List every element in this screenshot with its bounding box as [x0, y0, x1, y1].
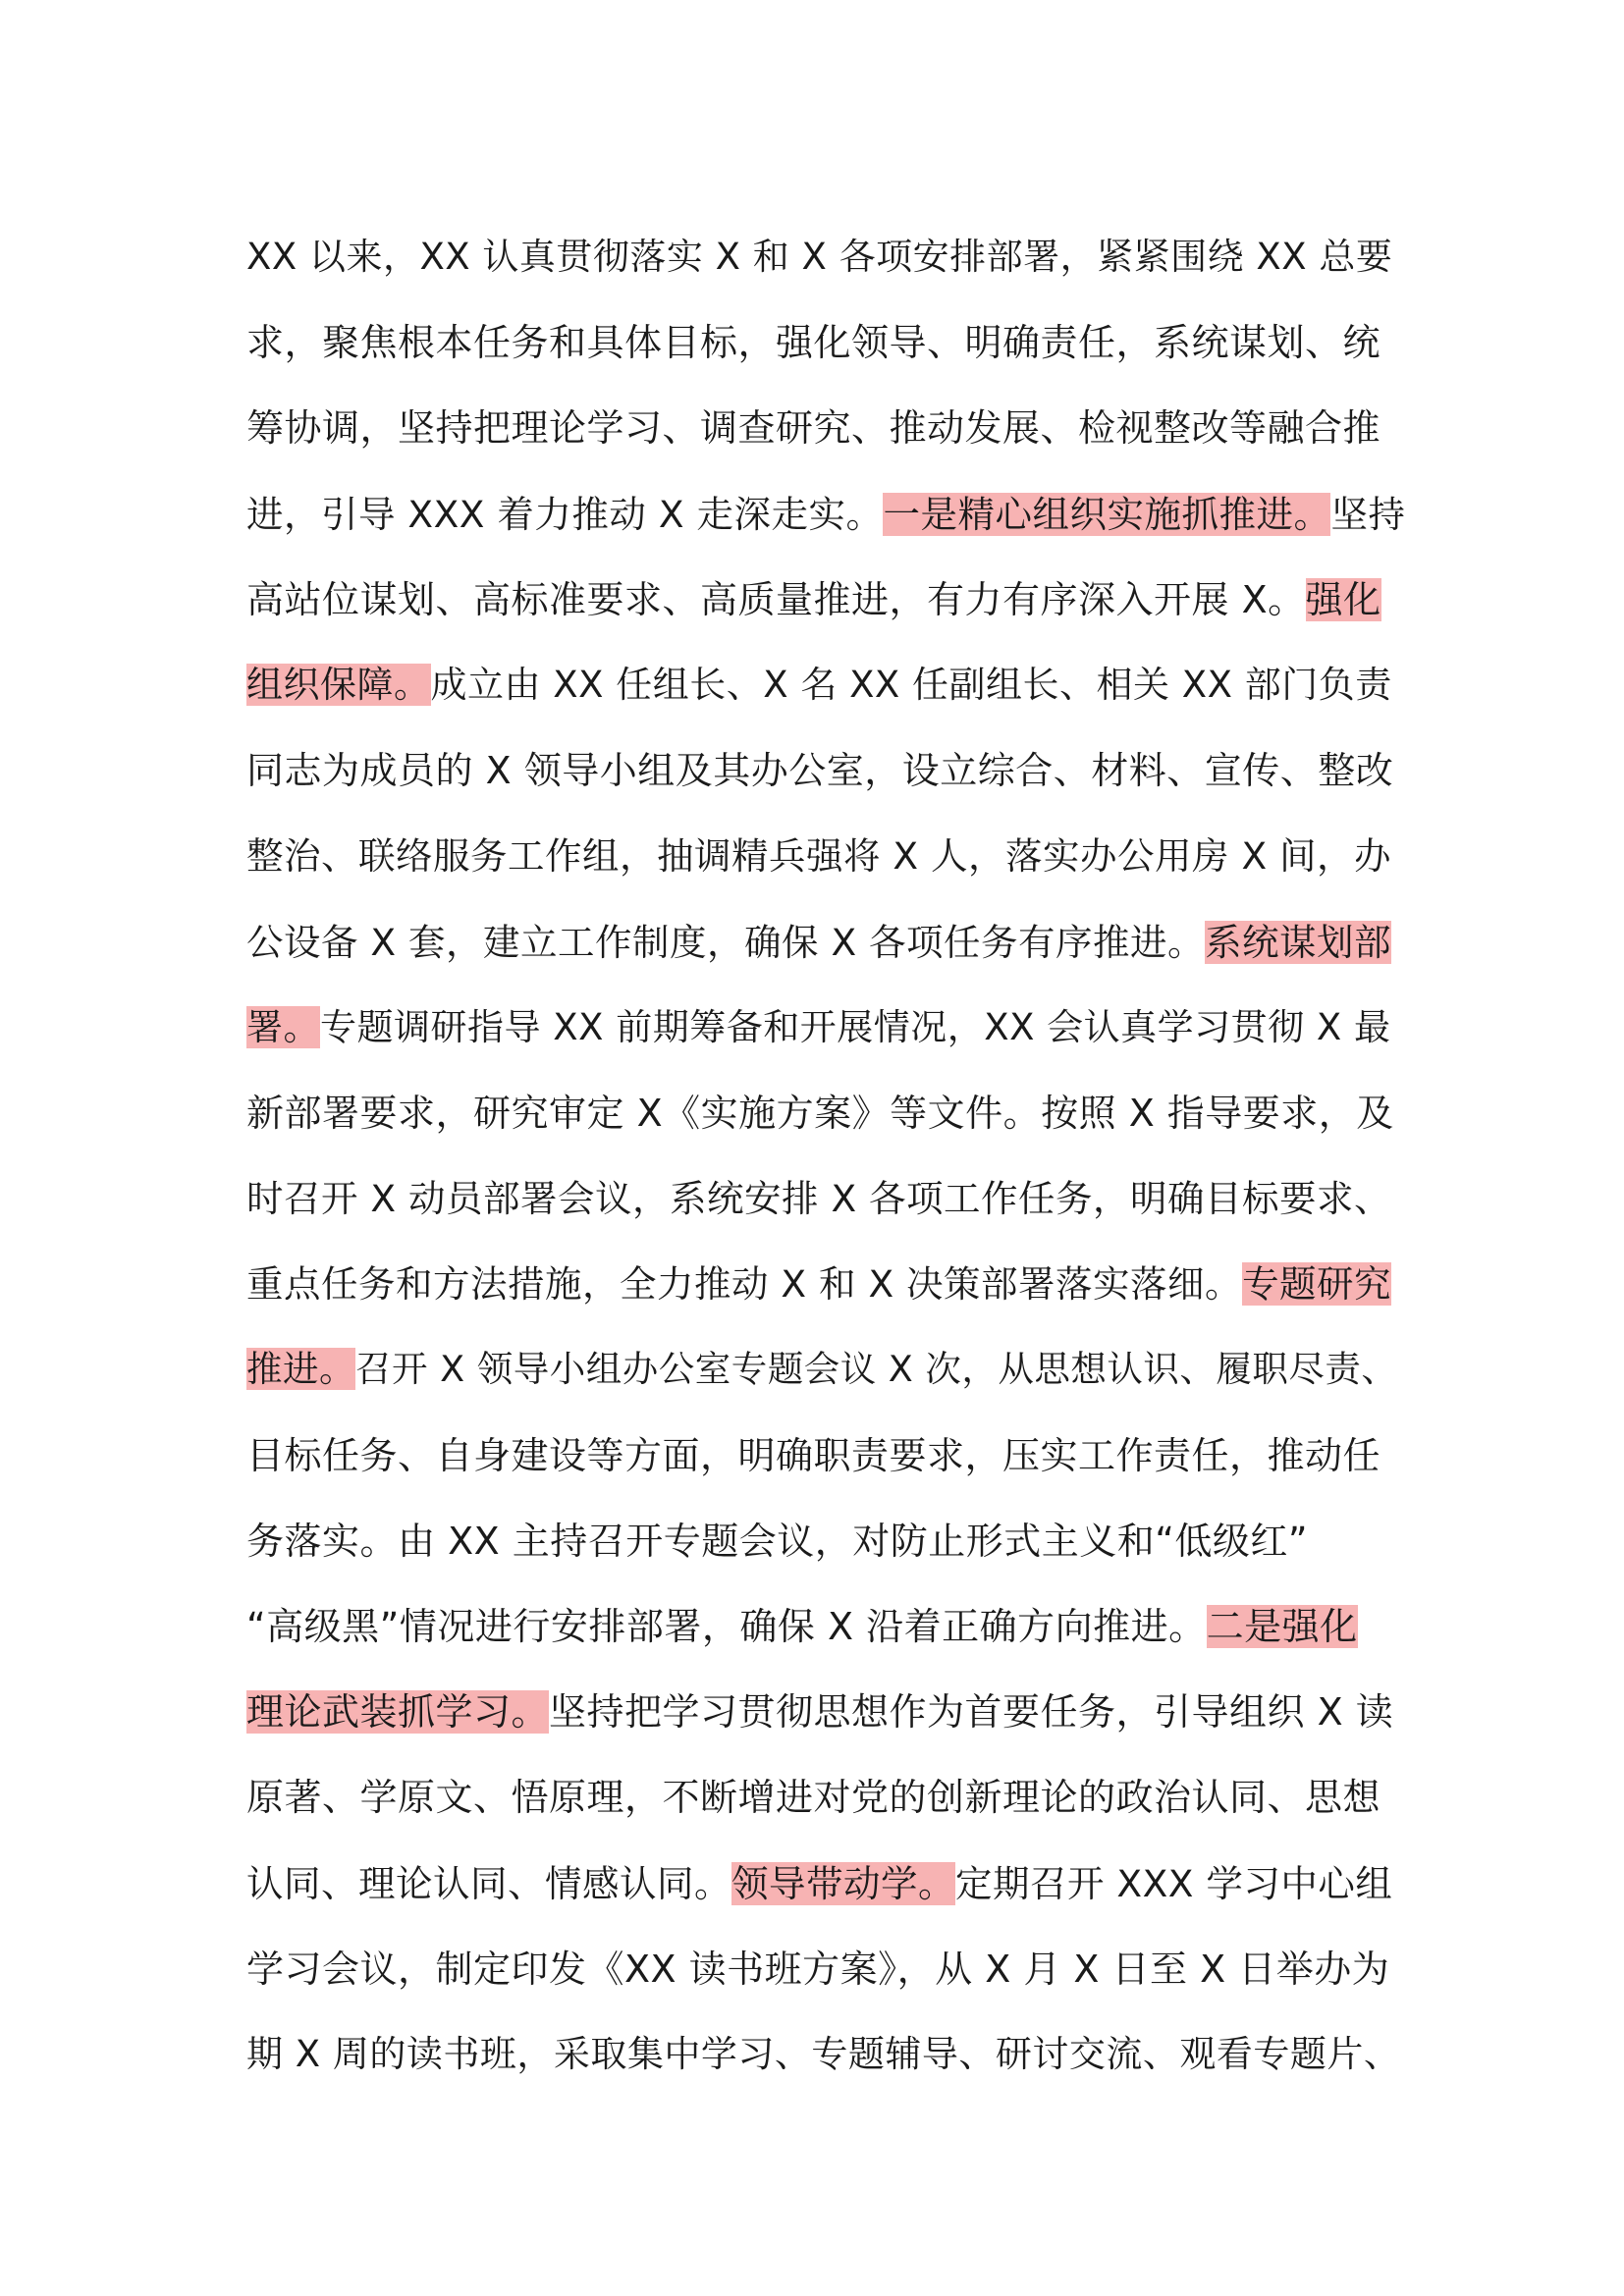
text-line — [246, 570, 1405, 656]
text-line — [246, 1084, 1405, 1169]
highlighted-heading: 组织保障。 — [246, 663, 431, 706]
highlighted-heading: 强化 — [1305, 577, 1381, 621]
text-segment: “高级黑”情况进行安排部署，确保 X 沿着正确方向推进。 — [246, 1605, 1207, 1648]
text-line — [246, 1597, 1405, 1682]
body-paragraph — [246, 228, 1405, 2110]
text-segment: 整治、联络服务工作组，抽调精兵强将 X 人，落实办公用房 X 间，办 — [246, 834, 1392, 879]
text-line — [246, 399, 1405, 484]
highlighted-heading: 理论武装抓学习。 — [246, 1690, 550, 1735]
text-line — [246, 1169, 1405, 1255]
text-line — [246, 1854, 1405, 1940]
text-line — [246, 485, 1405, 570]
text-segment: 召开 X 领导小组办公室专题会议 X 次，从思想认识、履职尽责、 — [355, 1348, 1398, 1391]
text-segment: 时召开 X 动员部署会议，系统安排 X 各项工作任务，明确目标要求、 — [246, 1177, 1392, 1221]
text-line — [246, 1512, 1405, 1597]
text-segment: 同志为成员的 X 领导小组及其办公室，设立综合、材料、宣传、整改 — [246, 749, 1394, 793]
highlighted-heading: 领导带动学。 — [731, 1861, 955, 1905]
highlighted-heading: 推进。 — [246, 1348, 355, 1391]
text-line — [246, 228, 1405, 313]
highlighted-heading: 一是精心组织实施抓推进。 — [883, 492, 1331, 536]
text-segment: 学习会议，制定印发《XX 读书班方案》，从 X 月 X 日至 X 日举办为 — [246, 1947, 1390, 1991]
text-line — [246, 1255, 1405, 1340]
text-line — [246, 1682, 1405, 1768]
text-segment: XX 以来，XX 认真贯彻落实 X 和 X 各项安排部署，紧紧围绕 XX 总要 — [246, 236, 1393, 278]
highlighted-heading: 系统谋划部 — [1205, 920, 1392, 964]
text-segment: 成立由 XX 任组长、X 名 XX 任副组长、相关 XX 部门负责 — [430, 663, 1392, 706]
text-line — [246, 2025, 1405, 2110]
text-line — [246, 913, 1405, 998]
text-segment: 专题调研指导 XX 前期筹备和开展情况，XX 会认真学习贯彻 X 最 — [320, 1005, 1391, 1048]
text-line — [246, 313, 1405, 399]
text-segment: 求，聚焦根本任务和具体目标，强化领导、明确责任，系统谋划、统 — [246, 321, 1381, 365]
text-line — [246, 1340, 1405, 1425]
text-segment: 新部署要求，研究审定 X《实施方案》等文件。按照 X 指导要求，及 — [246, 1091, 1394, 1135]
text-line — [246, 656, 1405, 741]
text-segment: 坚持把学习贯彻思想作为首要任务，引导组织 X 读 — [549, 1690, 1394, 1735]
text-segment: 筹协调，坚持把理论学习、调查研究、推动发展、检视整改等融合推 — [246, 406, 1381, 451]
text-segment: 重点任务和方法措施，全力推动 X 和 X 决策部署落实落细。 — [246, 1262, 1243, 1307]
highlighted-heading: 二是强化 — [1206, 1605, 1358, 1648]
text-line — [246, 1940, 1405, 2025]
text-segment: 期 X 周的读书班，采取集中学习、专题辅导、研讨交流、观看专题片、 — [246, 2032, 1401, 2075]
text-segment: 定期召开 XXX 学习中心组 — [955, 1861, 1393, 1905]
text-segment: 原著、学原文、悟原理，不断增进对党的创新理论的政治认同、思想 — [246, 1776, 1381, 1820]
text-line — [246, 998, 1405, 1084]
text-segment: 公设备 X 套，建立工作制度，确保 X 各项任务有序推进。 — [246, 920, 1206, 964]
text-segment: 坚持 — [1330, 492, 1406, 536]
highlighted-heading: 专题研究 — [1242, 1262, 1392, 1307]
text-line — [246, 1426, 1405, 1512]
text-segment: 高站位谋划、高标准要求、高质量推进，有力有序深入开展 X。 — [246, 577, 1306, 621]
text-line — [246, 1768, 1405, 1853]
text-segment: 务落实。由 XX 主持召开专题会议，对防止形式主义和“低级红” — [246, 1519, 1309, 1563]
text-line — [246, 741, 1405, 827]
text-segment: 认同、理论认同、情感认同。 — [246, 1861, 731, 1905]
text-segment: 进，引导 XXX 着力推动 X 走深走实。 — [246, 492, 884, 536]
highlighted-heading: 署。 — [246, 1005, 320, 1048]
text-line — [246, 827, 1405, 912]
text-segment: 目标任务、自身建设等方面，明确职责要求，压实工作责任，推动任 — [246, 1433, 1381, 1477]
